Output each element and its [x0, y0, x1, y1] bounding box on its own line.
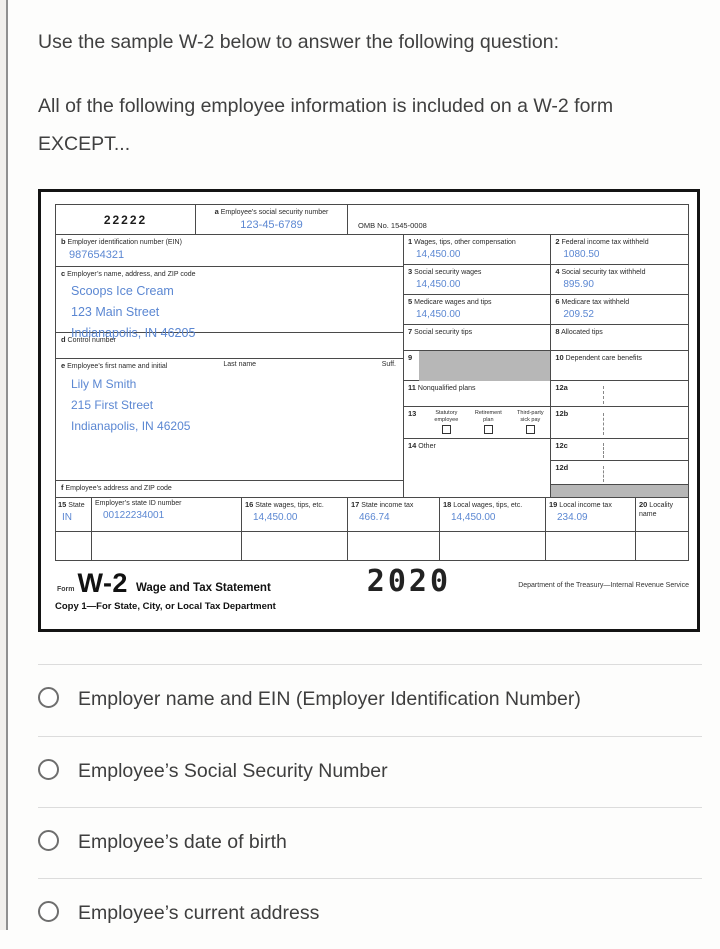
page-left-border	[0, 0, 8, 930]
option-employee-ssn[interactable]	[38, 736, 702, 807]
checkbox	[526, 425, 535, 434]
w2-box-8: 8 Allocated tips	[550, 325, 688, 351]
w2-box-12a: 12a	[550, 381, 688, 407]
w2-box-5: 5 Medicare wages and tips 14,450.00	[404, 295, 550, 325]
question-body: All of the following employee information is included on a W-2 form EXCEPT...	[38, 95, 614, 156]
w2-footer	[55, 564, 689, 623]
w2-box-15: 15 State IN Employer’s state ID number 00122234001	[56, 498, 242, 560]
w2-omb: OMB No. 1545-0008	[358, 221, 427, 231]
code-separator	[603, 466, 604, 482]
checkbox	[484, 425, 493, 434]
w2-box-19: 19 Local income tax 234.09	[546, 498, 636, 560]
employer-name: Scoops Ice Cream	[71, 284, 174, 299]
option-employee-current-address[interactable]	[38, 878, 702, 949]
code-separator	[603, 386, 604, 404]
w2-form	[55, 204, 689, 561]
box-b-value: 987654321	[69, 249, 125, 262]
w2-form-image	[38, 189, 700, 632]
w2-state-row	[56, 497, 688, 560]
statutory-employee-check: Statutory employee	[430, 410, 462, 434]
employee-street: 215 First Street	[71, 398, 154, 413]
treasury-dept-text: Department of the Treasury—Internal Revenue Service	[518, 582, 689, 590]
quiz-content	[38, 28, 702, 949]
employee-name: Lily M Smith	[71, 377, 137, 392]
question-intro: Use the sample W-2 below to answer the following question:	[38, 31, 559, 53]
w2-box-12c: 12c	[550, 439, 688, 461]
w2-box-d: d Control number	[56, 333, 403, 359]
option-label: Employer name and EIN (Employer Identification Number)	[78, 688, 581, 711]
option-label: Employee’s Social Security Number	[78, 759, 388, 782]
w2-box-e: e Employee’s first name and initial Last name Suff. Lily M Smith 215 First Street Indianapolis, IN 46205	[56, 359, 403, 481]
radio-button[interactable]	[38, 687, 59, 708]
tax-year: 2020	[366, 564, 452, 600]
radio-button[interactable]	[38, 830, 59, 851]
radio-button[interactable]	[38, 901, 59, 922]
form-name: W-2	[77, 568, 128, 599]
w2-box-6: 6 Medicare tax withheld 209.52	[550, 295, 688, 325]
state-id-value: 00122234001	[103, 510, 165, 522]
w2-main	[56, 235, 688, 497]
w2-box-12b: 12b	[550, 407, 688, 439]
box-a-value: 123-45-6789	[240, 219, 303, 232]
checkbox	[442, 425, 451, 434]
w2-box-2: 2 Federal income tax withheld 1080.50	[550, 235, 688, 265]
radio-button[interactable]	[38, 759, 59, 780]
employer-city: Indianapolis, IN 46205	[71, 325, 196, 340]
retirement-plan-check: Retirement plan	[472, 410, 504, 434]
w2-void-code: 22222	[56, 205, 196, 234]
w2-box-12d: 12d	[550, 461, 688, 485]
option-label: Employee’s date of birth	[78, 830, 287, 853]
w2-box-14: 14 Other	[408, 441, 436, 451]
w2-top-row	[56, 205, 688, 235]
w2-box-4: 4 Social security tax withheld 895.90	[550, 265, 688, 295]
w2-box-b: b Employer identification number (EIN) 987654321	[56, 235, 403, 267]
option-employee-date-of-birth[interactable]	[38, 807, 702, 878]
w2-box-11: 11 Nonqualified plans	[404, 381, 550, 407]
copy-designation: Copy 1—For State, City, or Local Tax Department	[55, 601, 276, 613]
w2-box-f: f Employee’s address and ZIP code	[61, 483, 172, 493]
state-value: IN	[62, 512, 72, 524]
w2-box-c: c Employer’s name, address, and ZIP code Scoops Ice Cream 123 Main Street Indianapolis, IN 46205	[56, 267, 403, 333]
w2-amount-boxes	[404, 235, 688, 497]
box-a-label: a Employee’s social security number	[214, 207, 329, 217]
answer-options	[38, 664, 702, 949]
shaded-strip	[550, 485, 688, 497]
w2-box-1: 1 Wages, tips, other compensation 14,450.00	[404, 235, 550, 265]
w2-box-a	[196, 205, 348, 234]
w2-box-13: 13 Statutory employee Retirement plan Third-party sick pay	[404, 407, 550, 439]
employer-street: 123 Main Street	[71, 304, 160, 319]
form-title: Wage and Tax Statement	[135, 582, 271, 595]
form-word: Form	[57, 586, 75, 594]
box-9-shaded-area	[419, 351, 550, 381]
w2-box-3: 3 Social security wages 14,450.00	[404, 265, 550, 295]
w2-left-column	[56, 235, 404, 497]
w2-box-20: 20 Locality name	[636, 498, 688, 560]
code-separator	[603, 443, 604, 458]
w2-box-16: 16 State wages, tips, etc. 14,450.00	[242, 498, 348, 560]
code-separator	[603, 413, 604, 435]
w2-box-7: 7 Social security tips	[404, 325, 550, 351]
option-label: Employee’s current address	[78, 901, 320, 924]
w2-box-17: 17 State income tax 466.74	[348, 498, 440, 560]
w2-box-18: 18 Local wages, tips, etc. 14,450.00	[440, 498, 546, 560]
w2-box-9: 9	[404, 351, 550, 381]
third-party-sick-pay-check: Third-party sick pay	[514, 410, 546, 434]
employee-city: Indianapolis, IN 46205	[71, 419, 191, 434]
w2-box-10: 10 Dependent care benefits	[550, 351, 688, 381]
option-employer-name-ein[interactable]	[38, 664, 702, 735]
